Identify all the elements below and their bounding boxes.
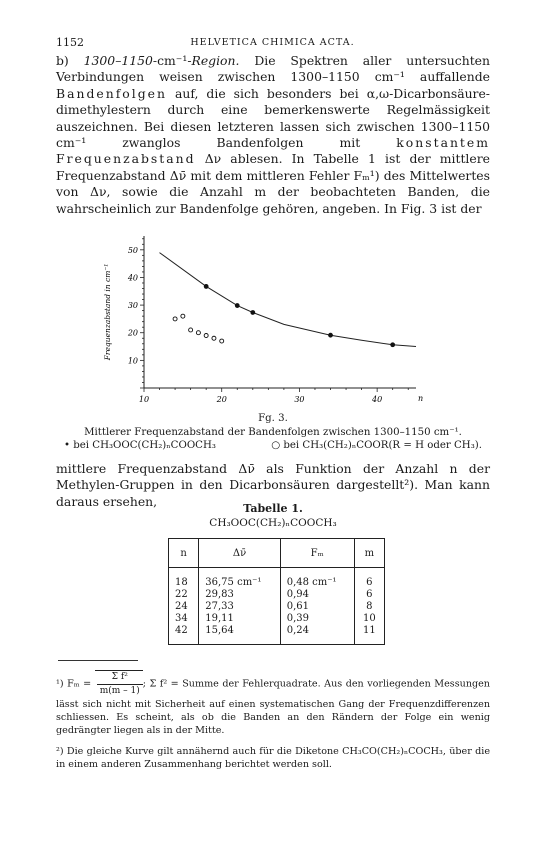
y-tick-label: 20 — [127, 328, 138, 338]
data-point-filled — [235, 303, 240, 308]
table-row — [169, 568, 385, 589]
table-subtitle: CH₃OOC(CH₂)ₙCOOCH₃ — [209, 517, 337, 529]
cell-m: 6 — [354, 588, 384, 600]
figure-caption: Mittlerer Frequenzabstand der Bandenfolgen zwischen 1300–1150 cm⁻¹. — [84, 427, 462, 438]
fraction-numerator: Σ f² — [97, 671, 143, 685]
data-point-filled — [328, 333, 333, 338]
para-2-text: mittlere Frequenzabstand Δν̄ als Funktion der Anzahl n der Methylen-Gruppen in den Dicarbonsäuren dargestellt²). Man kann daraus ersehen, — [56, 461, 490, 509]
cell-delta-nu: 15,64 — [199, 624, 280, 645]
col-fm: Fₘ — [280, 539, 354, 568]
cell-m: 6 — [354, 568, 384, 589]
spaced-term-2: konstantem Frequenzabstand — [56, 135, 490, 167]
cell-delta-nu: 19,11 — [199, 612, 280, 624]
cell-fm: 0,94 — [280, 588, 354, 600]
data-point-open — [196, 331, 200, 335]
fraction-denominator: m(m – 1) — [99, 686, 140, 696]
fn1-text: ; Σ f² = Summe der Fehlerquadrate. Aus den vorliegenden Messungen lässt sich nicht mit Sicherheit auf einen systematischen Gang der Frequenzdifferenzen schliessen. Es scheint, als ob die Banden an den Rändern der Folge ein wenig gedrängter liegen als in der Mitte. — [56, 678, 490, 736]
cell-n: 24 — [175, 600, 188, 612]
cell-m: 8 — [354, 600, 384, 612]
cell-delta-nu: 29,83 — [199, 588, 280, 600]
para-text-2: auf, die sich besonders bei α,ω-Dicarbonsäure-dimethylestern durch eine bemerkenswerte Regelmässigkeit auszeichnen. Bei diesen letzteren lassen sich zwischen 1300–1150 cm⁻¹ zwanglos Bandenfolgen mit — [56, 85, 490, 151]
heading-end: -Region. — [187, 53, 240, 68]
data-point-open — [181, 314, 185, 318]
data-point-open — [173, 317, 177, 321]
spaced-term-1: Bandenfolgen — [56, 85, 167, 101]
col-delta-nu: Δν̄ — [199, 539, 280, 568]
paragraph-1 — [56, 53, 490, 217]
y-tick-label: 10 — [127, 356, 138, 366]
cell-fm: 0,39 — [280, 612, 354, 624]
para-text-3: Δν ablesen. In Tabelle 1 ist der mittlere Frequenzabstand Δν̄ mit dem mittleren Fehler Fₘ¹) des Mittelwertes von Δν, sowie die Anzahl m der beobachteten Banden, die wahrscheinlich zur Bandenfolge gehören, angeben. In Fig. 3 ist der — [56, 151, 490, 216]
figure-label: Fg. 3. — [258, 413, 288, 424]
data-point-filled — [204, 284, 209, 289]
table-row — [169, 612, 385, 624]
data-point-open — [204, 333, 208, 337]
data-point-filled — [250, 310, 255, 315]
heading-unit: cm⁻¹ — [157, 53, 188, 68]
table-row — [169, 588, 385, 600]
para-lead: b) — [56, 53, 84, 68]
x-tick-label: 40 — [372, 395, 383, 404]
x-tick-label: 10 — [138, 395, 150, 404]
table-title: Tabelle 1. — [243, 502, 303, 515]
table-row — [169, 600, 385, 612]
table-row — [169, 624, 385, 645]
cell-fm: 0,24 — [280, 624, 354, 645]
footnote-2: ²) Die gleiche Kurve gilt annähernd auch für die Diketone CH₃CO(CH₂)ₙCOCH₃, über die in einem anderen Zusammenhang berichtet werden soll. — [56, 746, 490, 770]
footnote-rule — [58, 660, 138, 661]
x-tick-label: 30 — [294, 395, 305, 404]
cell-n: 34 — [175, 612, 188, 624]
cell-delta-nu: 27,33 — [199, 600, 280, 612]
cell-m: 10 — [354, 612, 384, 624]
data-table — [168, 538, 385, 645]
y-tick-label: 30 — [127, 301, 138, 311]
cell-n: 42 — [175, 624, 188, 636]
y-axis-label: Frequenzabstand in cm⁻¹ — [103, 263, 112, 361]
x-tick-label: 20 — [216, 395, 227, 404]
data-point-open — [220, 339, 224, 343]
fn1-lead: ¹) Fₘ = — [56, 678, 92, 690]
frequency-chart — [96, 228, 436, 408]
x-axis-label: n — [418, 394, 424, 403]
col-n: n — [169, 539, 199, 568]
cell-fm: 0,48 cm⁻¹ — [280, 568, 354, 589]
col-m: m — [354, 539, 384, 568]
page-number: 1152 — [56, 36, 84, 49]
figure-legend — [56, 440, 490, 453]
sqrt-sign — [95, 670, 143, 698]
cell-n: 18 — [175, 576, 188, 588]
journal-title: HELVETICA CHIMICA ACTA. — [190, 37, 355, 48]
legend-open: ○ bei CH₃(CH₂)ₙCOOR(R = H oder CH₃). — [271, 440, 482, 451]
data-point-open — [212, 336, 216, 340]
cell-n: 22 — [175, 588, 188, 600]
data-point-filled — [390, 342, 395, 347]
cell-m: 11 — [354, 624, 384, 645]
y-tick-label: 50 — [127, 245, 138, 255]
footnote-1 — [56, 670, 490, 737]
running-header — [56, 36, 489, 50]
fraction — [97, 671, 143, 698]
cell-fm: 0,61 — [280, 600, 354, 612]
data-point-open — [189, 328, 193, 332]
legend-filled: • bei CH₃OOC(CH₂)ₙCOOCH₃ — [64, 440, 216, 451]
heading-range: 1300–1150- — [83, 53, 158, 68]
y-tick-label: 40 — [127, 273, 138, 283]
table-header-row — [169, 539, 385, 568]
cell-delta-nu: 36,75 cm⁻¹ — [199, 568, 280, 589]
para-text-1: Die Spektren aller untersuchten Verbindungen weisen zwischen 1300–1150 cm⁻¹ auffallende — [56, 53, 490, 85]
section-heading — [84, 53, 240, 68]
